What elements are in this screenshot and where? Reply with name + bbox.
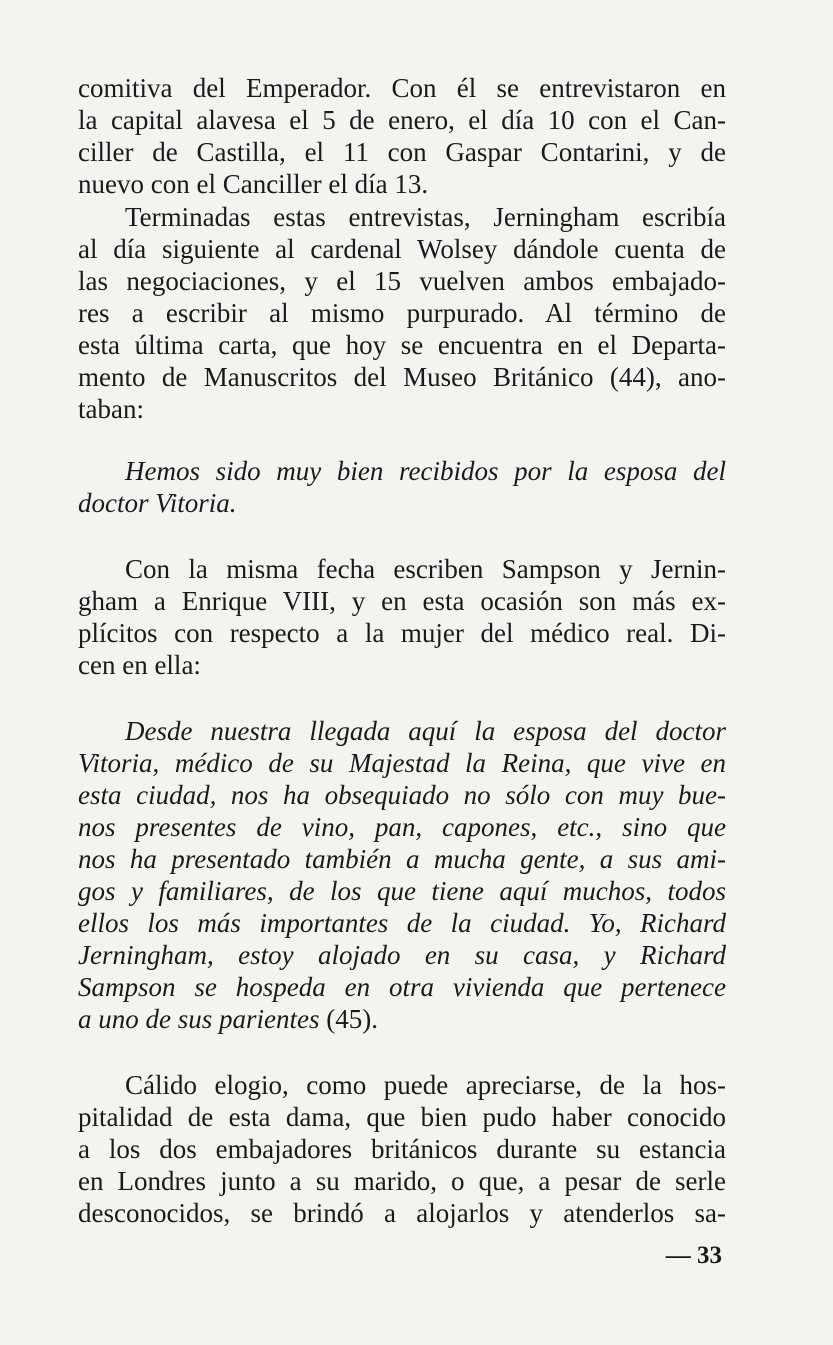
spacer — [78, 681, 726, 715]
text-line: taban: — [78, 394, 144, 424]
text-line: Vitoria, médico de su Majestad la Reina, que vive en — [78, 748, 726, 778]
quote-2 — [78, 715, 726, 1035]
text-line — [78, 1003, 726, 1035]
text-line: en Londres junto a su marido, o que, a pesar de serle — [78, 1166, 726, 1196]
text-line: plícitos con respecto a la mujer del médico real. Di- — [78, 618, 726, 648]
text-line: esta última carta, que hoy se encuentra en el Departa- — [78, 330, 726, 360]
text-line: nos presentes de vino, pan, capones, etc., sino que — [78, 812, 726, 842]
text-line: nos ha presentado también a mucha gente, a sus ami- — [78, 844, 726, 874]
spacer — [78, 425, 726, 455]
text-line: pitalidad de esta dama, que bien pudo haber conocido — [78, 1102, 726, 1132]
text-line: Jerningham, estoy alojado en su casa, y Richard — [78, 940, 726, 970]
paragraph-4 — [78, 1069, 726, 1229]
text-line: esta ciudad, nos ha obsequiado no sólo con muy bue- — [78, 780, 726, 810]
quote-1 — [78, 455, 726, 519]
text-line: ellos los más importantes de la ciudad. Yo, Richard — [78, 908, 726, 938]
text-line: Sampson se hospeda en otra vivienda que pertenece — [78, 972, 726, 1002]
text-line: desconocidos, se brindó a alojarlos y atenderlos sa- — [78, 1198, 726, 1228]
text-line: a los dos embajadores británicos durante su estancia — [78, 1134, 726, 1164]
page-number: — 33 — [665, 1242, 722, 1269]
text-line: nuevo con el Canciller el día 13. — [78, 169, 429, 199]
text-line: gham a Enrique VIII, y en esta ocasión son más ex- — [78, 586, 726, 616]
text-line: Hemos sido muy bien recibidos por la esposa del — [125, 456, 726, 486]
spacer — [78, 1035, 726, 1069]
text-line: res a escribir al mismo purpurado. Al término de — [78, 298, 726, 328]
text-line: la capital alavesa el 5 de enero, el día 10 con el Can- — [78, 105, 726, 135]
paragraph-1 — [78, 72, 726, 200]
text-line: Desde nuestra llegada aquí la esposa del doctor — [125, 716, 726, 746]
text-line: ciller de Castilla, el 11 con Gaspar Contarini, y de — [78, 137, 726, 167]
paragraph-3 — [78, 553, 726, 681]
text-line: Terminadas estas entrevistas, Jerningham escribía — [125, 202, 726, 232]
spacer — [78, 519, 726, 553]
text-line: comitiva del Emperador. Con él se entrevistaron en — [78, 73, 726, 103]
text-line: las negociaciones, y el 15 vuelven ambos embajado- — [78, 266, 726, 296]
text-line: cen en ella: — [78, 650, 201, 680]
page-body — [78, 72, 726, 1229]
quote-end-text: a uno de sus parientes — [78, 1004, 320, 1034]
text-line: doctor Vitoria. — [78, 488, 237, 518]
text-line: Con la misma fecha escriben Sampson y Jernin- — [125, 554, 726, 584]
footnote-reference: (45). — [319, 1004, 378, 1034]
text-line: Cálido elogio, como puede apreciarse, de la hos- — [125, 1070, 726, 1100]
text-line: al día siguiente al cardenal Wolsey dándole cuenta de — [78, 234, 726, 264]
text-line: mento de Manuscritos del Museo Británico (44), ano- — [78, 362, 726, 392]
paragraph-2 — [78, 201, 726, 425]
text-line: gos y familiares, de los que tiene aquí muchos, todos — [78, 876, 726, 906]
